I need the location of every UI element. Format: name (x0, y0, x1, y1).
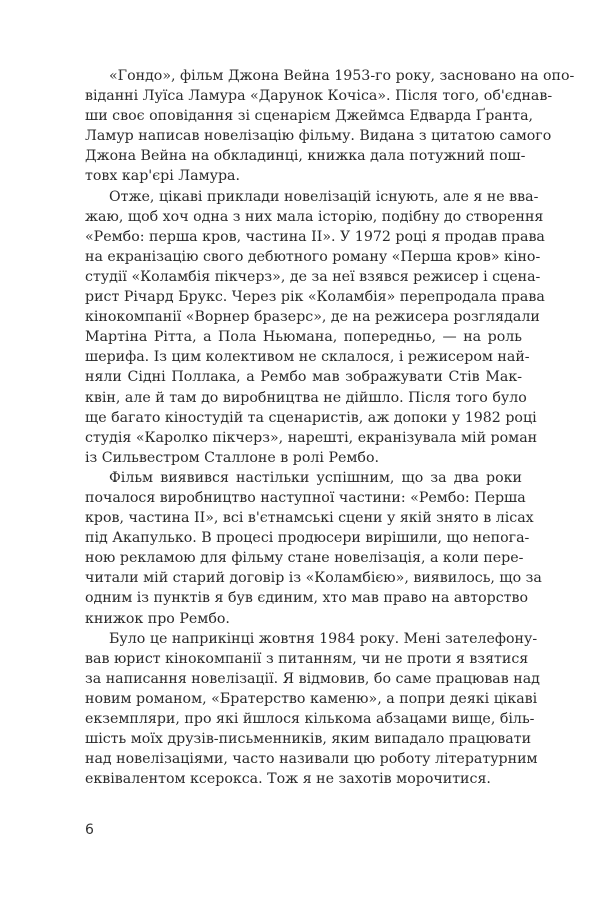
text-line: ши своє оповідання зі сценарієм Джеймса Едварда Ґранта, (85, 108, 534, 125)
text-line: із Сильвестром Сталлоне в ролі Рембо. (85, 449, 380, 466)
text-line: Фільм виявився настільки успішним, що за два роки (109, 469, 522, 486)
text-line: «Рембо: перша кров, частина II». У 1972 році я продав права (85, 228, 545, 245)
paragraph (85, 66, 575, 187)
text-line: няли Сідні Поллака, а Рембо мав зображувати Стів Мак- (85, 369, 522, 386)
text-line: на екранізацію свого дебютного роману «Перша кров» кіно- (85, 248, 541, 265)
text-line: ною рекламою для фільму стане новелізація, а коли пере- (85, 550, 524, 567)
text-line: за написання новелізації. Я відмовив, бо саме працював над (85, 670, 540, 687)
text-line: Було це наприкінці жовтня 1984 року. Мені зателефону- (109, 630, 538, 647)
text-line: кров, частина II», всі в'єтнамські сцени у якій знято в лісах (85, 510, 534, 527)
text-line: шість моїх друзів-письменників, яким випадало працювати (85, 731, 532, 748)
text-line: новим романом, «Братерство каменю», а попри деякі цікаві (85, 690, 538, 707)
page-body (85, 66, 575, 789)
text-line: вав юрист кінокомпанії з питанням, чи не проти я взятися (85, 650, 529, 667)
text-line: еквівалентом ксерокса. Тож я не захотів морочитися. (85, 771, 491, 788)
text-line: під Акапулько. В процесі продюсери вирішили, що непога- (85, 530, 530, 547)
text-line: студія «Каролко пікчерз», нарешті, екранізувала мій роман (85, 429, 538, 446)
text-line: Джона Вейна на обкладинці, книжка дала потужний пош- (85, 148, 526, 165)
text-line: Отже, цікаві приклади новелізацій існують, але я не вва- (109, 188, 539, 205)
text-line: ще багато кіностудій та сценаристів, аж допоки у 1982 році (85, 409, 537, 426)
text-line: почалося виробництво наступної частини: «Рембо: Перша (85, 489, 526, 506)
text-line: шерифа. Із цим колективом не склалося, і режисером най- (85, 349, 530, 366)
text-line: рист Річард Брукс. Через рік «Коламбія» перепродала права (85, 289, 545, 306)
text-line: читали мій старий договір із «Коламбією», виявилось, що за (85, 570, 542, 587)
paragraph (85, 629, 540, 790)
text-line: кінокомпанії «Ворнер бразерс», де на режисера розглядали (85, 309, 540, 326)
text-line: жаю, щоб хоч одна з них мала історію, подібну до створення (85, 208, 544, 225)
text-line: віданні Луїса Ламура «Дарунок Кочіса». Після того, об'єднав- (85, 88, 553, 105)
paragraph (85, 187, 545, 468)
text-line: екземпляри, про які йшлося кількома абзацами вище, біль- (85, 711, 535, 727)
text-line: книжок про Рембо. (85, 610, 230, 627)
text-line: квін, але й там до виробництва не дійшло. Після того було (85, 389, 527, 406)
paragraph (85, 468, 542, 629)
text-line: Мартіна Рітта, а Пола Ньюмана, попередньо, — на роль (85, 329, 522, 346)
text-line: над новелізаціями, часто називали цю роботу літературним (85, 751, 538, 768)
text-line: студії «Коламбія пікчерз», де за неї взявся режисер і сцена- (85, 268, 541, 285)
text-line: «Гондо», фільм Джона Вейна 1953-го року, засновано на опо- (109, 68, 575, 84)
text-line: товх кар'єрі Ламура. (85, 168, 241, 185)
text-line: одним із пунктів я був єдиним, хто мав право на авторство (85, 590, 529, 607)
page-number: 6 (85, 822, 94, 838)
text-line: Ламур написав новелізацію фільму. Видана з цитатою самого (85, 128, 552, 145)
